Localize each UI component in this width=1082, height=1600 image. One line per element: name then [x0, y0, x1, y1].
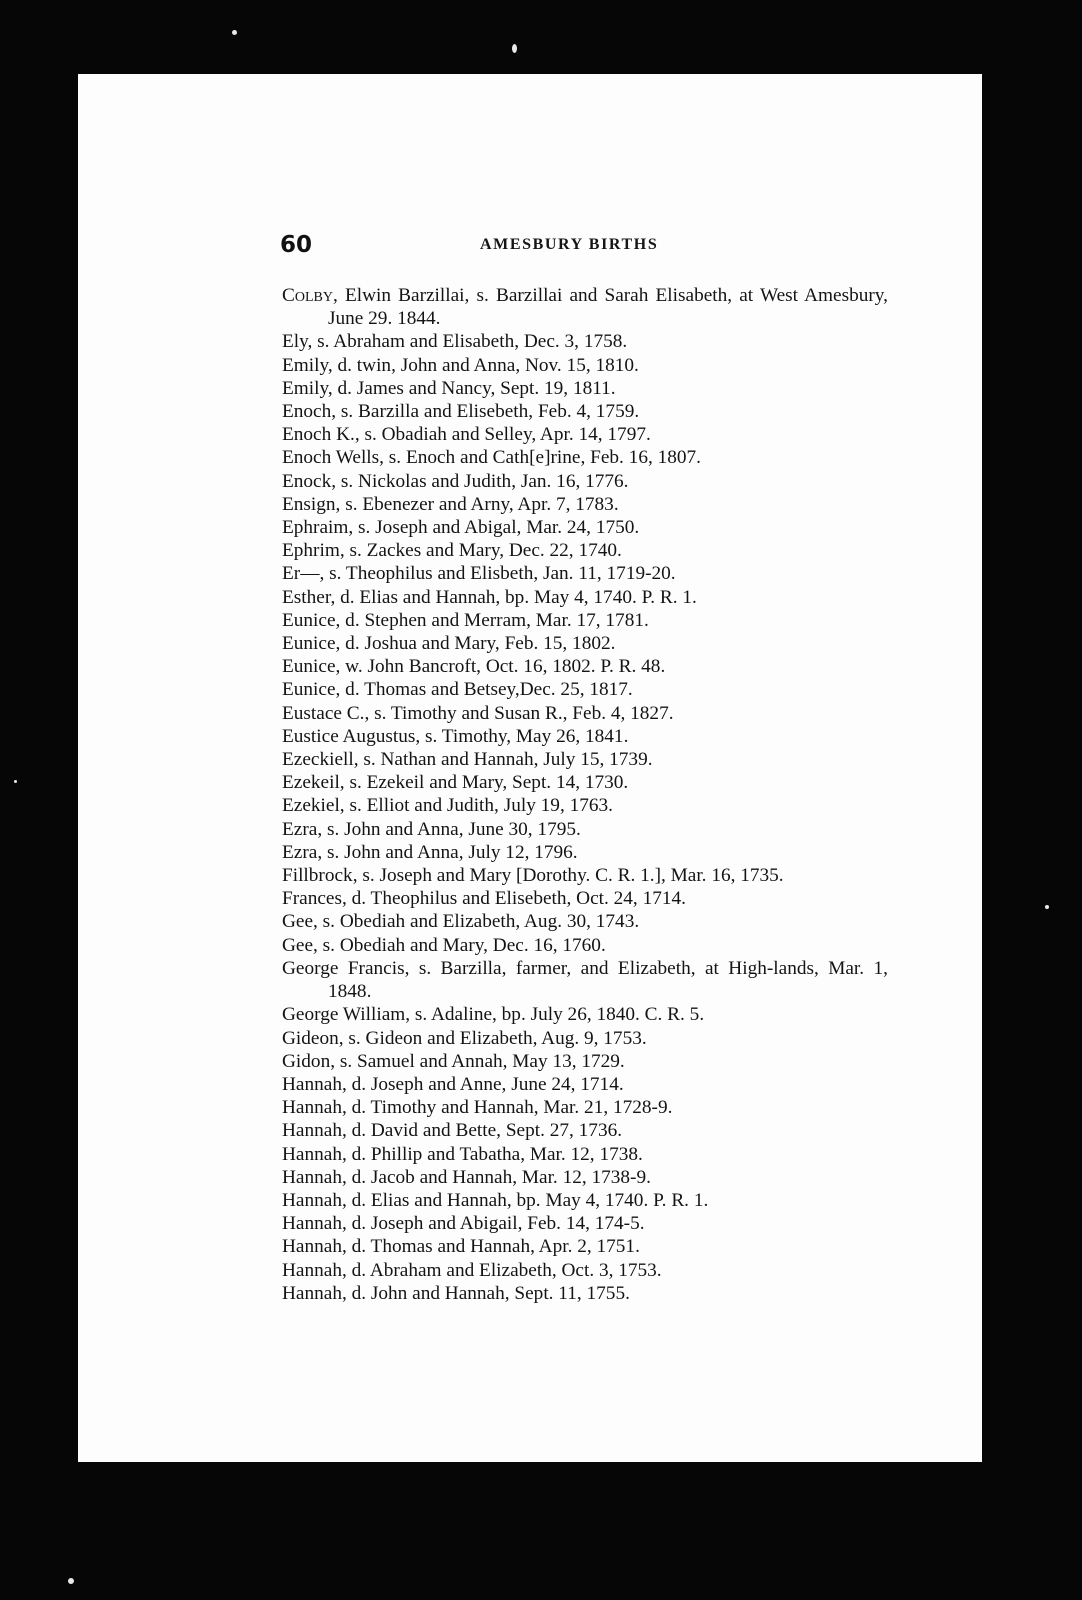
scan-speck [14, 780, 17, 783]
scan-speck [1045, 905, 1049, 909]
birth-record: George Francis, s. Barzilla, farmer, and Elizabeth, at High-lands, Mar. 1, 1848. [282, 957, 888, 1003]
record-text: , Elwin Barzillai, s. Barzillai and Sarah Elisabeth, at West Amesbury, June 29. 1844. [328, 285, 888, 330]
birth-record: Gidon, s. Samuel and Annah, May 13, 1729. [282, 1050, 625, 1072]
birth-record: George William, s. Adaline, bp. July 26, 1840. C. R. 5. [282, 1004, 705, 1026]
birth-record: Hannah, d. Joseph and Abigail, Feb. 14, 174-5. [282, 1213, 645, 1235]
running-head: AMESBURY BIRTHS [480, 236, 659, 253]
birth-record: Eustice Augustus, s. Timothy, May 26, 1841. [282, 725, 629, 747]
birth-record: Enoch K., s. Obadiah and Selley, Apr. 14, 1797. [282, 424, 651, 446]
birth-record: Eustace C., s. Timothy and Susan R., Feb. 4, 1827. [282, 702, 674, 724]
birth-record: Enoch Wells, s. Enoch and Cath[e]rine, Feb. 16, 1807. [282, 447, 701, 469]
birth-record: Hannah, d. Joseph and Anne, June 24, 1714. [282, 1073, 624, 1095]
birth-record: Ezra, s. John and Anna, July 12, 1796. [282, 841, 578, 863]
birth-record: Hannah, d. John and Hannah, Sept. 11, 1755. [282, 1282, 630, 1304]
birth-record: Hannah, d. Abraham and Elizabeth, Oct. 3, 1753. [282, 1259, 662, 1281]
birth-record: Ephraim, s. Joseph and Abigal, Mar. 24, 1750. [282, 517, 640, 539]
birth-record: Ensign, s. Ebenezer and Arny, Apr. 7, 1783. [282, 493, 619, 515]
birth-record: Enock, s. Nickolas and Judith, Jan. 16, 1776. [282, 470, 629, 492]
scan-speck [68, 1578, 74, 1584]
scan-speck [232, 30, 237, 35]
scanned-page [78, 74, 982, 1462]
birth-record: Er—, s. Theophilus and Elisbeth, Jan. 11, 1719-20. [282, 563, 676, 585]
birth-record: Eunice, d. Stephen and Merram, Mar. 17, 1781. [282, 609, 649, 631]
surname: Colby [282, 285, 333, 306]
page-number: 60 [280, 232, 313, 258]
birth-record [282, 284, 888, 330]
birth-record: Gee, s. Obediah and Mary, Dec. 16, 1760. [282, 934, 606, 956]
birth-record: Hannah, d. Elias and Hannah, bp. May 4, 1740. P. R. 1. [282, 1189, 709, 1211]
birth-record: Hannah, d. David and Bette, Sept. 27, 1736. [282, 1120, 623, 1142]
birth-record: Eunice, d. Thomas and Betsey,Dec. 25, 1817. [282, 679, 633, 701]
birth-record: Emily, d. James and Nancy, Sept. 19, 1811. [282, 377, 616, 399]
birth-record: Ezekeil, s. Ezekeil and Mary, Sept. 14, 1730. [282, 772, 629, 794]
birth-record: Hannah, d. Timothy and Hannah, Mar. 21, 1728-9. [282, 1097, 673, 1119]
birth-record: Gideon, s. Gideon and Elizabeth, Aug. 9, 1753. [282, 1027, 647, 1049]
birth-record: Frances, d. Theophilus and Elisebeth, Oct. 24, 1714. [282, 888, 686, 910]
birth-record: Ephrim, s. Zackes and Mary, Dec. 22, 1740. [282, 540, 622, 562]
birth-record: Emily, d. twin, John and Anna, Nov. 15, 1810. [282, 354, 639, 376]
birth-record: Ezra, s. John and Anna, June 30, 1795. [282, 818, 581, 840]
scan-speck [512, 44, 517, 53]
birth-record: Gee, s. Obediah and Elizabeth, Aug. 30, 1743. [282, 911, 640, 933]
birth-records-list [282, 284, 888, 1305]
birth-record: Ezeckiell, s. Nathan and Hannah, July 15, 1739. [282, 749, 653, 771]
birth-record: Ely, s. Abraham and Elisabeth, Dec. 3, 1758. [282, 331, 628, 353]
birth-record: Eunice, w. John Bancroft, Oct. 16, 1802. P. R. 48. [282, 656, 666, 678]
birth-record: Esther, d. Elias and Hannah, bp. May 4, 1740. P. R. 1. [282, 586, 697, 608]
birth-record: Eunice, d. Joshua and Mary, Feb. 15, 1802. [282, 633, 616, 655]
birth-record: Hannah, d. Thomas and Hannah, Apr. 2, 1751. [282, 1236, 640, 1258]
birth-record: Ezekiel, s. Elliot and Judith, July 19, 1763. [282, 795, 613, 817]
birth-record: Hannah, d. Jacob and Hannah, Mar. 12, 1738-9. [282, 1166, 651, 1188]
birth-record: Hannah, d. Phillip and Tabatha, Mar. 12, 1738. [282, 1143, 643, 1165]
birth-record: Fillbrock, s. Joseph and Mary [Dorothy. C. R. 1.], Mar. 16, 1735. [282, 865, 784, 887]
birth-record: Enoch, s. Barzilla and Elisebeth, Feb. 4, 1759. [282, 401, 640, 423]
